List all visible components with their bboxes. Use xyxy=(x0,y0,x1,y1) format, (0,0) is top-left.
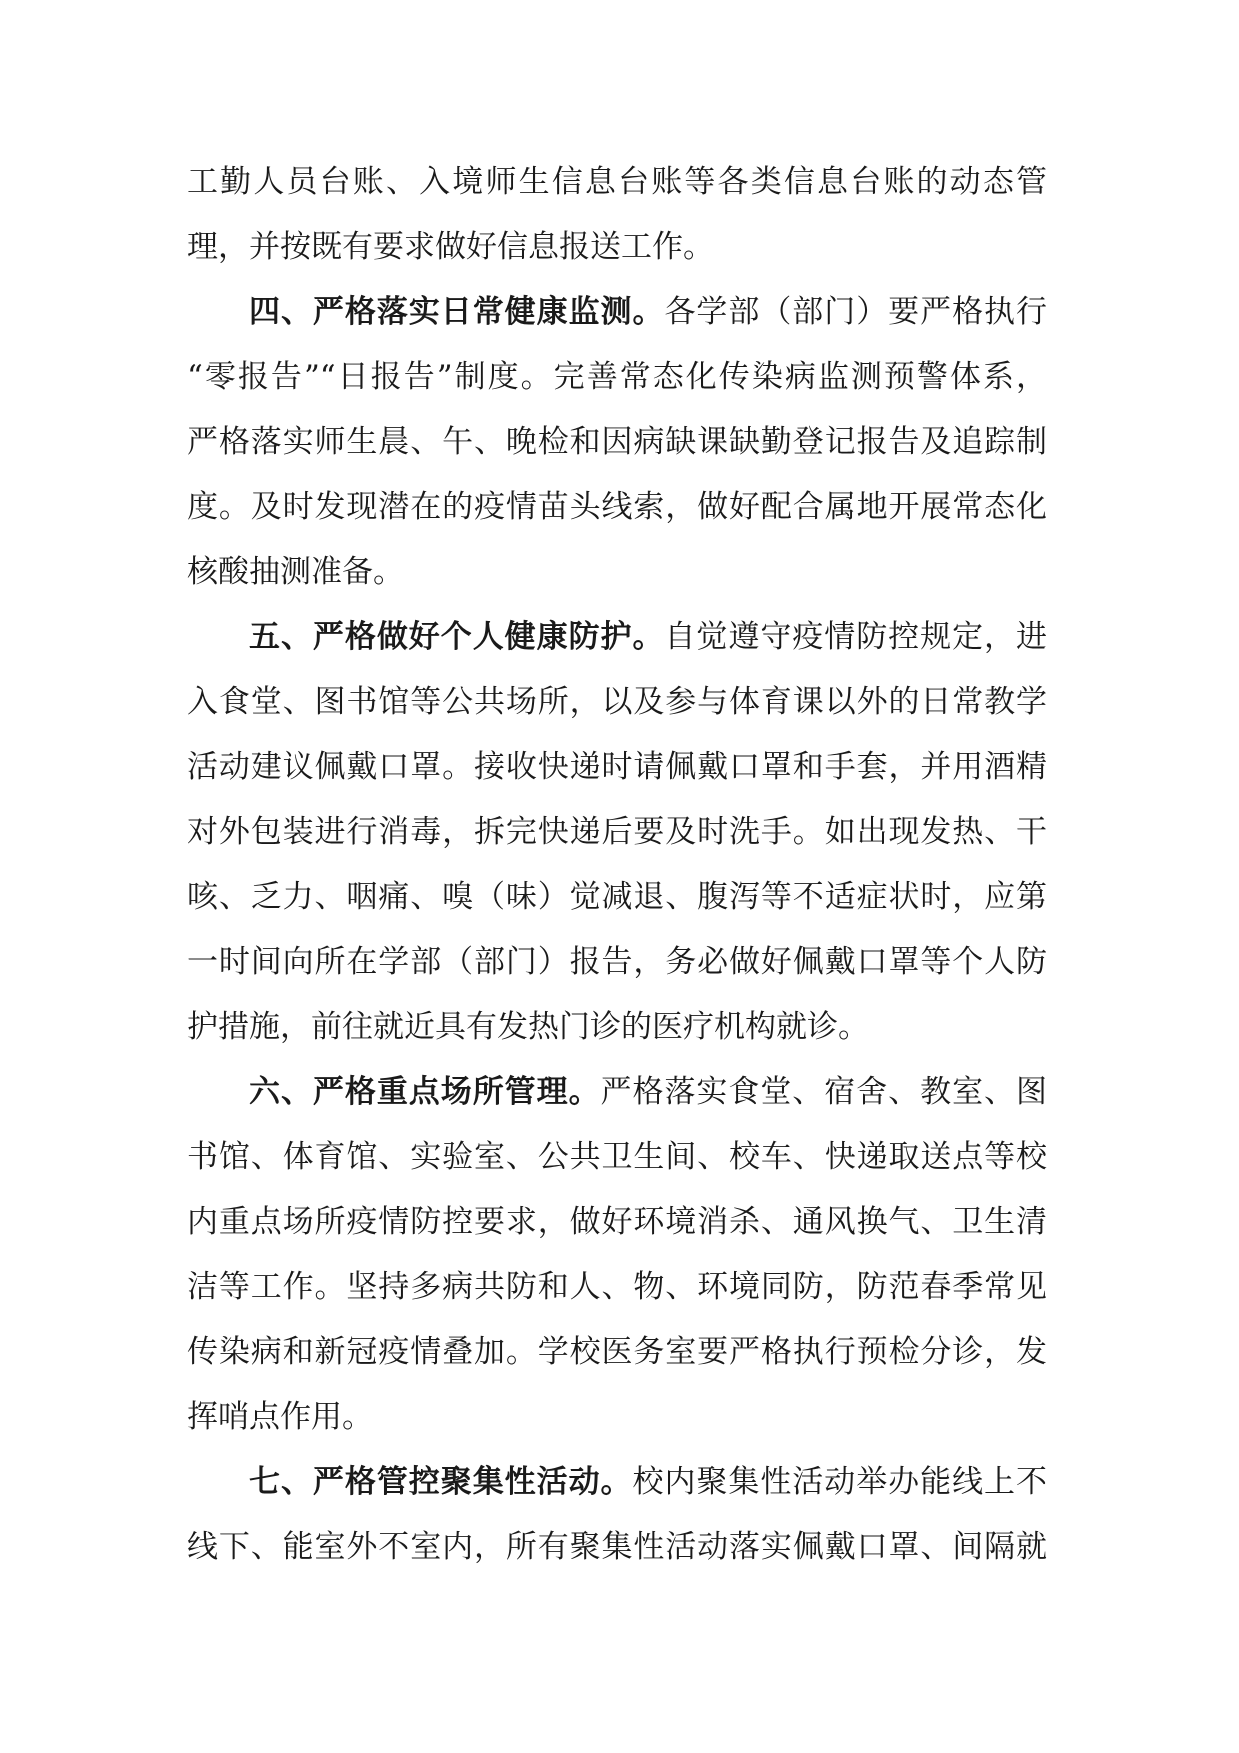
section-7-paragraph xyxy=(187,1450,1047,1580)
text-line: 工勤人员台账、入境师生信息台账等各类信息台账的动态管 xyxy=(187,164,1047,200)
text-line: 度。及时发现潜在的疫情苗头线索，做好配合属地开展常态化 xyxy=(187,489,1047,525)
text-line: 核酸抽测准备。 xyxy=(187,554,404,590)
section-5-paragraph xyxy=(187,605,1047,1060)
section-4-first-line-text: 各学部（部门）要严格执行 xyxy=(664,294,1047,330)
text-line: 线下、能室外不室内，所有聚集性活动落实佩戴口罩、间隔就 xyxy=(187,1529,1047,1565)
document-body xyxy=(187,150,1047,1580)
text-line: “零报告”“日报告”制度。完善常态化传染病监测预警体系， xyxy=(187,359,1047,395)
section-5-first-line-text: 自觉遵守疫情防控规定，进 xyxy=(664,619,1047,655)
text-line: 挥哨点作用。 xyxy=(187,1399,373,1435)
text-line: 活动建议佩戴口罩。接收快递时请佩戴口罩和手套，并用酒精 xyxy=(187,749,1047,785)
paragraph-intro xyxy=(187,150,1047,280)
section-6-heading: 六、严格重点场所管理。 xyxy=(249,1074,601,1110)
text-line: 严格落实师生晨、午、晚检和因病缺课缺勤登记报告及追踪制 xyxy=(187,424,1047,460)
section-6-first-line-text: 严格落实食堂、宿舍、教室、图 xyxy=(600,1074,1047,1110)
text-line: 书馆、体育馆、实验室、公共卫生间、校车、快递取送点等校 xyxy=(187,1139,1047,1175)
text-line: 洁等工作。坚持多病共防和人、物、环境同防，防范春季常见 xyxy=(187,1269,1047,1305)
section-4-heading: 四、严格落实日常健康监测。 xyxy=(249,294,665,330)
text-line: 理，并按既有要求做好信息报送工作。 xyxy=(187,229,714,265)
section-7-heading: 七、严格管控聚集性活动。 xyxy=(249,1464,633,1500)
text-line: 入食堂、图书馆等公共场所，以及参与体育课以外的日常教学 xyxy=(187,684,1047,720)
section-6-first-line xyxy=(187,1060,1047,1125)
section-5-heading: 五、严格做好个人健康防护。 xyxy=(249,619,665,655)
text-line: 一时间向所在学部（部门）报告，务必做好佩戴口罩等个人防 xyxy=(187,944,1047,980)
section-7-first-line-text: 校内聚集性活动举办能线上不 xyxy=(632,1464,1047,1500)
text-line: 传染病和新冠疫情叠加。学校医务室要严格执行预检分诊，发 xyxy=(187,1334,1047,1370)
text-line: 内重点场所疫情防控要求，做好环境消杀、通风换气、卫生清 xyxy=(187,1204,1047,1240)
text-line: 护措施，前往就近具有发热门诊的医疗机构就诊。 xyxy=(187,1009,869,1045)
section-6-paragraph xyxy=(187,1060,1047,1450)
text-line: 对外包装进行消毒，拆完快递后要及时洗手。如出现发热、干 xyxy=(187,814,1047,850)
text-line: 咳、乏力、咽痛、嗅（味）觉减退、腹泻等不适症状时，应第 xyxy=(187,879,1047,915)
section-4-first-line xyxy=(187,280,1047,345)
section-4-paragraph xyxy=(187,280,1047,605)
section-5-first-line xyxy=(187,605,1047,670)
section-7-first-line xyxy=(187,1450,1047,1515)
